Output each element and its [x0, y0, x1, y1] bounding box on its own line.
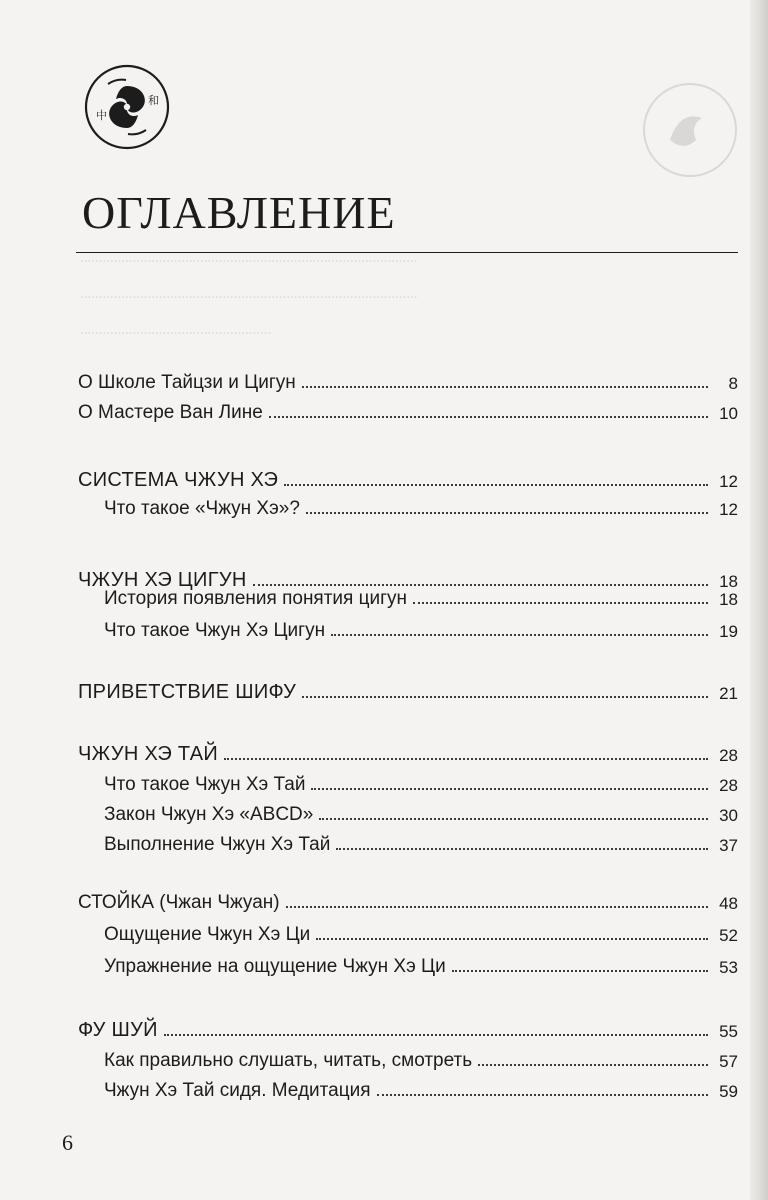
toc-subsection-entry[interactable] [0, 490, 768, 520]
toc-subsection-entry[interactable] [0, 796, 768, 826]
toc-entry-label: Упражнение на ощущение Чжун Хэ Ци [104, 956, 446, 977]
logo-glyph-left: 中 [96, 109, 107, 122]
toc-entry-page: 30 [719, 806, 738, 825]
toc-dot-leader [311, 788, 708, 790]
toc-dot-leader [224, 758, 708, 760]
toc-dot-leader [302, 696, 708, 698]
toc-section-entry[interactable] [0, 674, 768, 704]
toc-entry-page: 28 [719, 776, 738, 795]
toc-dot-leader [316, 938, 708, 940]
logo-glyph-right: 和 [148, 94, 159, 107]
toc-dot-leader [269, 416, 708, 418]
toc-dot-leader [331, 634, 708, 636]
toc-entry-label: Ощущение Чжун Хэ Ци [104, 924, 311, 945]
toc-entry-page: 59 [719, 1082, 738, 1101]
bleed-through-text: ................................................... [80, 322, 272, 338]
toc-entry-page: 53 [719, 958, 738, 977]
toc-section-entry[interactable] [0, 394, 768, 424]
toc-entry-page: 10 [719, 404, 738, 423]
toc-subsection-entry[interactable] [0, 766, 768, 796]
bleed-through-text: .......................................................................................... [80, 250, 418, 266]
toc-entry-label: Чжун Хэ Тай сидя. Медитация [104, 1080, 371, 1101]
toc-subsection-entry[interactable] [0, 916, 768, 946]
toc-entry-label: Что такое Чжун Хэ Тай [104, 774, 306, 795]
toc-subsection-entry[interactable] [0, 826, 768, 856]
toc-entry-label: Закон Чжун Хэ «ABCD» [104, 804, 314, 825]
toc-entry-label: История появления понятия цигун [104, 588, 408, 609]
toc-entry-page: 19 [719, 622, 738, 641]
toc-section-entry[interactable] [0, 736, 768, 766]
page-title: ОГЛАВЛЕНИЕ [82, 187, 396, 238]
toc-entry-page: 12 [719, 500, 738, 519]
toc-dot-leader [478, 1064, 708, 1066]
toc-section-entry[interactable] [0, 462, 768, 492]
toc-entry-page: 37 [719, 836, 738, 855]
toc-dot-leader [164, 1034, 708, 1036]
toc-subsection-entry[interactable] [0, 580, 768, 610]
toc-entry-label: Как правильно слушать, читать, смотреть [104, 1050, 473, 1071]
toc-dot-leader [452, 970, 708, 972]
toc-entry-page: 28 [719, 746, 738, 765]
toc-entry-page: 8 [728, 374, 738, 393]
toc-dot-leader [286, 906, 708, 908]
toc-entry-label: ФУ ШУЙ [78, 1019, 158, 1041]
toc-entry-label: Выполнение Чжун Хэ Тай [104, 834, 331, 855]
toc-dot-leader [336, 848, 708, 850]
toc-entry-label: ЧЖУН ХЭ ТАЙ [78, 743, 219, 765]
page-number: 6 [62, 1130, 73, 1155]
toc-entry-label: Что такое Чжун Хэ Цигун [104, 620, 326, 641]
toc-entry-label: СТОЙКА (Чжан Чжуан) [78, 892, 280, 913]
toc-section-entry[interactable] [0, 364, 768, 394]
toc-entry-page: 52 [719, 926, 738, 945]
toc-subsection-entry[interactable] [0, 1072, 768, 1102]
toc-entry-page: 55 [719, 1022, 738, 1041]
toc-entry-page: 12 [719, 472, 738, 491]
toc-section-entry[interactable] [0, 1012, 768, 1042]
toc-entry-label: ЧЖУН ХЭ ЦИГУН [78, 569, 247, 591]
toc-subsection-entry[interactable] [0, 1042, 768, 1072]
toc-dot-leader [302, 386, 708, 388]
bleed-through-text: .......................................................................................... [80, 286, 418, 302]
toc-dot-leader [413, 602, 708, 604]
toc-section-entry[interactable] [0, 884, 768, 914]
toc-entry-label: ПРИВЕТСТВИЕ ШИФУ [78, 681, 297, 703]
toc-entry-page: 18 [719, 572, 738, 591]
toc-entry-label: Что такое «Чжун Хэ»? [104, 498, 300, 519]
toc-entry-page: 21 [719, 684, 738, 703]
toc-dot-leader [306, 512, 708, 514]
toc-dot-leader [284, 484, 708, 486]
toc-entry-page: 57 [719, 1052, 738, 1071]
toc-dot-leader [319, 818, 708, 820]
toc-dot-leader [377, 1094, 709, 1096]
toc-entry-label: О Школе Тайцзи и Цигун [78, 372, 296, 393]
toc-entry-label: О Мастере Ван Лине [78, 402, 263, 423]
toc-subsection-entry[interactable] [0, 948, 768, 978]
toc-entry-page: 18 [719, 590, 738, 609]
toc-subsection-entry[interactable] [0, 612, 768, 642]
toc-entry-label: СИСТЕМА ЧЖУН ХЭ [78, 469, 279, 491]
toc-entry-page: 48 [719, 894, 738, 913]
